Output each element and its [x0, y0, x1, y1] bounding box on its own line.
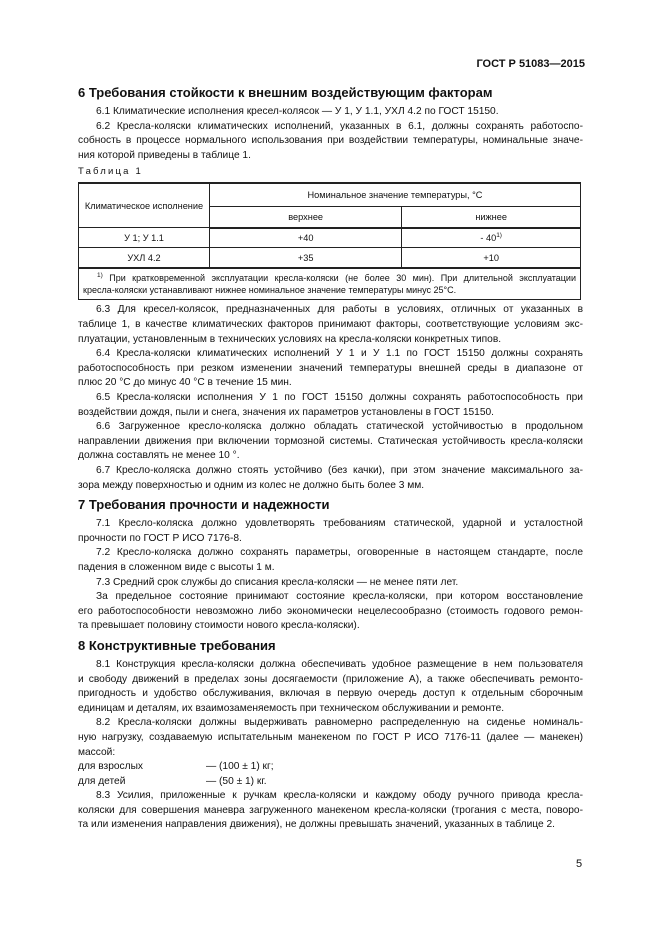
cell-lower: +10 [402, 248, 581, 269]
mass-label: для детей [78, 775, 126, 787]
paragraph-line: собность в процессе нормального использования при воздействии температуры, номинальные значе- [78, 135, 583, 147]
document-code: ГОСТ Р 51083—2015 [476, 58, 585, 70]
cell-lower-value: - 40 [480, 233, 497, 244]
paragraph-line: его работоспособности невозможно либо экономически нецелесообразно (стоимость годового ремон- [78, 605, 583, 617]
footnote-mark: 1) [97, 272, 103, 280]
paragraph-line: 6.2 Кресла-коляски климатических исполнений, указанных в 6.1, должны сохранять работоспо- [96, 120, 583, 132]
paragraph-7-2 [78, 546, 583, 575]
cell-upper: +35 [210, 248, 402, 269]
col-climatic-execution: Климатическое исполнение [79, 183, 210, 228]
mass-value: — (100 ± 1) кг; [206, 761, 274, 773]
paragraph-line: 6.5 Кресла-коляски исполнения У 1 по ГОСТ 15150 должны сохранять работоспособность при [96, 392, 583, 404]
mass-value: — (50 ± 1) кг. [206, 775, 267, 787]
paragraph-line: таблице 1, в качестве климатических факторов принимают факторы, соответствующие условиям экс- [78, 319, 583, 331]
paragraph-line: 7.1 Кресло-коляска должно удовлетворять требованиям статической, ударной и усталостной [96, 518, 583, 530]
paragraph-6-1: 6.1 Климатические исполнения кресел-колясок — У 1, У 1.1, УХЛ 4.2 по ГОСТ 15150. [96, 106, 499, 117]
footnote-line: При кратковременной эксплуатации кресла-коляски (не более 30 мин). При длительной эксплуатации [109, 273, 576, 284]
section-6-title: 6 Требования стойкости к внешним воздействующим факторам [78, 85, 493, 100]
paragraph-line: 8.1 Конструкция кресла-коляски должна обеспечивать удобное размещение в нем пользователя [96, 658, 583, 670]
paragraph-7-3: 7.3 Средний срок службы до списания кресла-коляски — не менее пяти лет. [96, 576, 459, 588]
paragraph-limit-state [78, 590, 583, 634]
paragraph-line: 6.7 Кресло-коляска должно стоять устойчиво (без качки), при этом значение максимального за- [96, 465, 583, 476]
section-8-title: 8 Конструктивные требования [78, 637, 276, 653]
paragraph-line: работоспособность при резком изменении значений температуры внешней среды в диапазоне от [78, 362, 583, 374]
paragraph-line: воздействии дождя, пыли и снега, значения их параметров установлены в ГОСТ 15150. [78, 406, 495, 418]
paragraph-8-1 [78, 658, 583, 716]
paragraph-line: 8.2 Кресла-коляски должны выдерживать равномерно распределенную на сиденье номиналь- [96, 717, 583, 729]
paragraph-line: прочности по ГОСТ Р ИСО 7176-8. [78, 532, 242, 544]
col-lower: нижнее [402, 206, 581, 228]
paragraph-line: падения в сложенном виде с высоты 1 м. [78, 561, 275, 573]
paragraph-line: массой: [78, 746, 116, 758]
paragraph-8-3 [78, 789, 583, 833]
col-upper: верхнее [210, 206, 402, 228]
paragraph-line: 6.6 Загруженное кресло-коляска должно обладать статической устойчивостью в продольном [96, 421, 583, 433]
paragraph-6-6 [78, 420, 583, 464]
table-row [79, 228, 581, 248]
table-footnote [79, 268, 581, 300]
paragraph-line: та превышает половину стоимости нового кресла-коляски). [78, 620, 360, 632]
mass-row-adults [78, 760, 583, 775]
col-group-nominal-temperature: Номинальное значение температуры, °С [210, 183, 581, 207]
paragraph-6-2 [78, 120, 583, 164]
paragraph-line: 8.3 Усилия, приложенные к ручкам кресла-коляски и каждому ободу ручного привода кресла- [96, 790, 583, 802]
page-content [78, 84, 583, 833]
table-1-caption: Таблица 1 [78, 166, 143, 178]
paragraph-6-4 [78, 347, 583, 391]
cell-upper: +40 [210, 228, 402, 248]
paragraph-line: и свободу движений в пределах зоны досягаемости (приложение А), а также обеспечивать ремонто- [78, 673, 583, 685]
paragraph-line: ния которой приведены в таблице 1. [78, 149, 251, 161]
paragraph-line: плуатации, установленным в технических условиях на кресла-коляски конкретных типов. [78, 333, 502, 345]
footnote-line: кресла-коляски устанавливают нижнее номинальное значение температуры минус 25°С. [83, 285, 457, 296]
paragraph-7-1 [78, 517, 583, 546]
mass-label: для взрослых [78, 761, 143, 773]
cell-execution: УХЛ 4.2 [79, 248, 210, 269]
section-7-title: 7 Требования прочности и надежности [78, 497, 330, 513]
paragraph-line: коляски для совершения маневра загруженного манекеном кресла-коляски (трогания с места, поворо- [78, 804, 583, 816]
paragraph-line: плюс 20 °С до минус 40 °С в течение 15 мин. [78, 377, 292, 389]
paragraph-line: единицам и деталям, их взаимозаменяемость при техническом обслуживании и ремонте. [78, 702, 505, 714]
paragraph-6-3 [78, 303, 583, 347]
mass-row-children [78, 775, 583, 790]
footnote-ref: 1) [496, 232, 502, 240]
paragraph-line: 7.2 Кресло-коляска должно сохранять параметры, оговоренные в настоящем стандарте, после [96, 547, 583, 559]
table-row [79, 248, 581, 269]
paragraph-6-7 [78, 464, 583, 493]
page-number: 5 [576, 858, 583, 870]
paragraph-line: зора между поверхностью и одним из колес не должно быть более 3 мм. [78, 479, 425, 491]
paragraph-line: За предельное состояние принимают состояние кресла-коляски, при котором восстановление [96, 591, 583, 603]
paragraph-line: 6.3 Для кресел-колясок, предназначенных для работы в условиях, отличных от указанных в [96, 304, 583, 316]
paragraph-line: ную нагрузку, создаваемую испытательным манекеном по ГОСТ Р ИСО 7176-11 (далее — манекен) [78, 731, 583, 743]
paragraph-6-5 [78, 391, 583, 420]
temperature-table [78, 182, 581, 301]
paragraph-line: направлении движения при включении тормозной системы. Статическая устойчивость кресла-коляски [78, 435, 583, 447]
paragraph-line: пригодность и удобство обслуживания, включая в первую очередь доступ к отдельным сборочным [78, 688, 583, 700]
paragraph-line: должна составлять не менее 10 °. [78, 450, 240, 462]
paragraph-line: та или изменения направления движения), не должны превышать значений, указанных в таблице 2. [78, 819, 555, 831]
cell-lower [402, 228, 581, 248]
cell-execution: У 1; У 1.1 [79, 228, 210, 248]
paragraph-8-2 [78, 716, 583, 760]
paragraph-line: 6.4 Кресла-коляски климатических исполнений У 1 и У 1.1 по ГОСТ 15150 должны сохранять [96, 348, 583, 360]
